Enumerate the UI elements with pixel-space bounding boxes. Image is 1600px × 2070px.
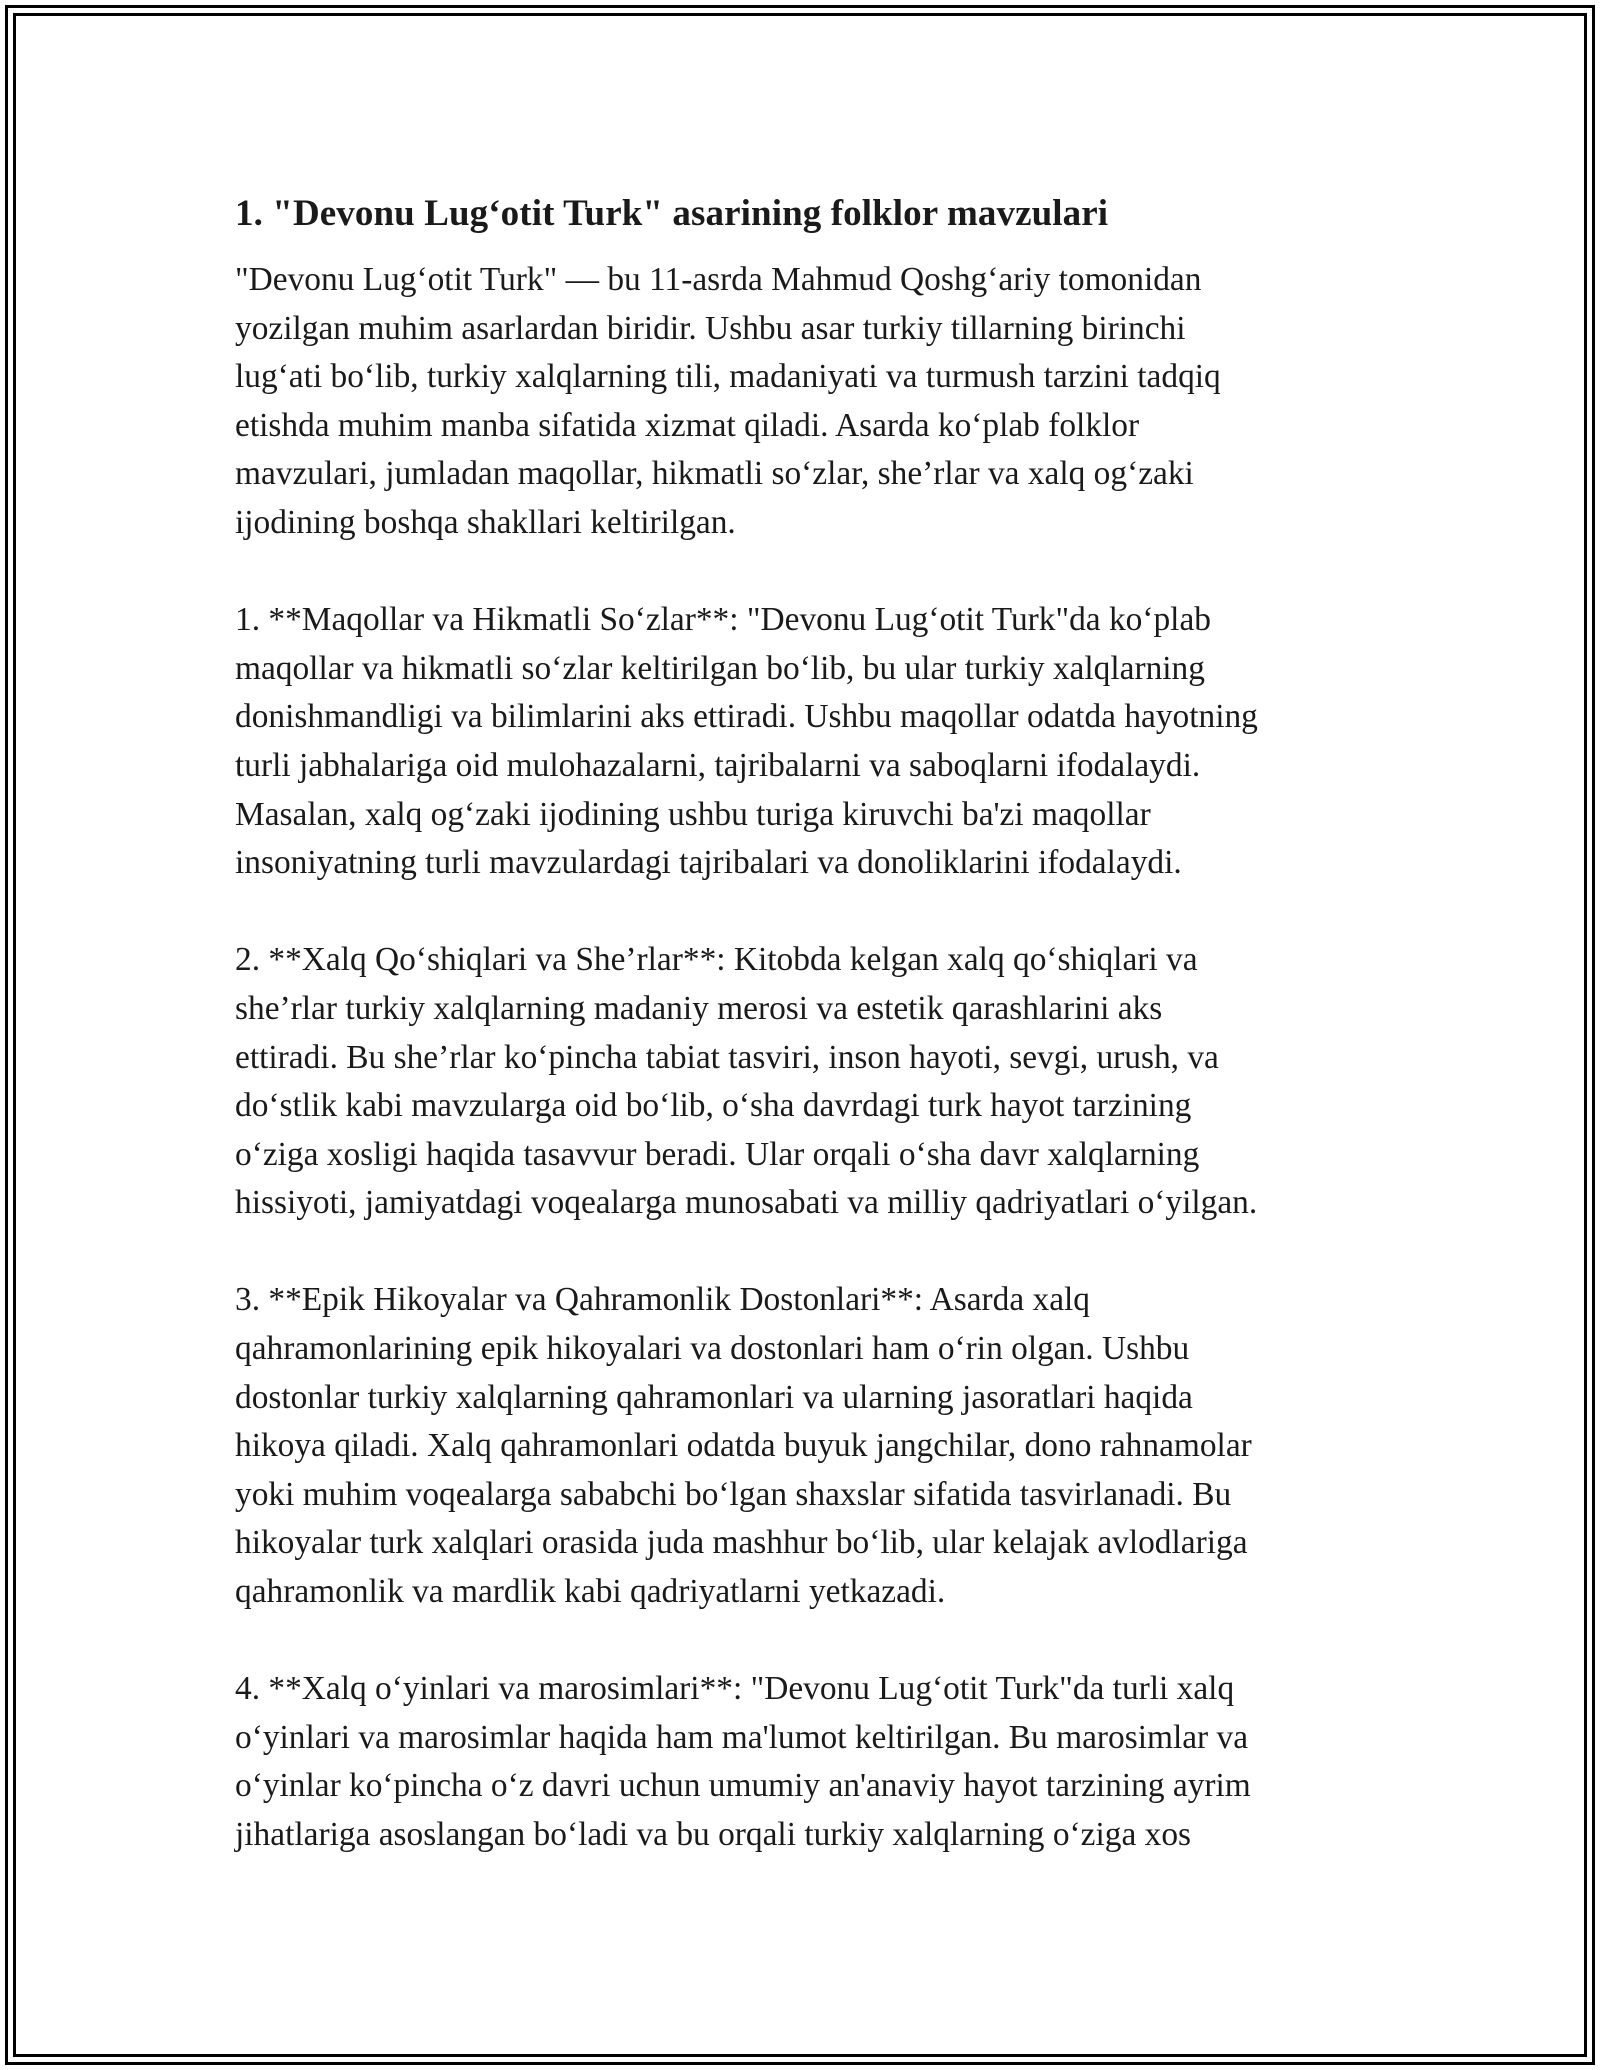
paragraph-line: etishda muhim manba sifatida xizmat qiladi. Asarda ko‘plab folklor <box>235 406 1140 444</box>
paragraph-line: mavzulari, jumladan maqollar, hikmatli so‘zlar, she’rlar va xalq og‘zaki <box>235 455 1194 493</box>
document-heading: 1. "Devonu Lug‘otit Turk" asarining folklor mavzulari <box>235 193 1109 234</box>
paragraph <box>235 596 1370 888</box>
paragraph <box>235 936 1370 1228</box>
paragraph-line: jihatlariga asoslangan bo‘ladi va bu orqali turkiy xalqlarning o‘ziga xos <box>235 1816 1192 1853</box>
paragraph-line: hikoya qiladi. Xalq qahramonlari odatda buyuk jangchilar, dono rahnamolar <box>235 1427 1252 1465</box>
paragraph <box>235 256 1370 548</box>
paragraph-line: ettiradi. Bu she’rlar ko‘pincha tabiat tasviri, inson hayoti, sevgi, urush, va <box>235 1038 1219 1076</box>
paragraph-list <box>235 256 1370 1860</box>
paragraph-line: o‘yinlar ko‘pincha o‘z davri uchun umumiy an'anaviy hayot tarzining ayrim <box>235 1767 1251 1805</box>
paragraph-line: 4. **Xalq o‘yinlari va marosimlari**: "Devonu Lug‘otit Turk"da turli xalq <box>235 1670 1235 1708</box>
paragraph-line: ijodining boshqa shakllari keltirilgan. <box>235 503 736 541</box>
paragraph-line: insoniyatning turli mavzulardagi tajribalari va donoliklarini ifodalaydi. <box>235 844 1182 882</box>
paragraph-line: qahramonlarining epik hikoyalari va dostonlari ham o‘rin olgan. Ushbu <box>235 1330 1190 1368</box>
paragraph-line: o‘yinlari va marosimlar haqida ham ma'lumot keltirilgan. Bu marosimlar va <box>235 1718 1249 1756</box>
paragraph-line: do‘stlik kabi mavzularga oid bo‘lib, o‘sha davrdagi turk hayot tarzining <box>235 1087 1192 1125</box>
paragraph-line: she’rlar turkiy xalqlarning madaniy merosi va estetik qarashlarini aks <box>235 989 1163 1027</box>
paragraph-line: turli jabhalariga oid mulohazalarni, tajribalarni va saboqlarni ifodalaydi. <box>235 746 1201 784</box>
paragraph-line: qahramonlik va mardlik kabi qadriyatlarni yetkazadi. <box>235 1573 946 1611</box>
paragraph-line: lug‘ati bo‘lib, turkiy xalqlarning tili, madaniyati va turmush tarzini tadqiq <box>235 358 1221 396</box>
paragraph-line: o‘ziga xosligi haqida tasavvur beradi. Ular orqali o‘sha davr xalqlarning <box>235 1135 1200 1173</box>
paragraph-line: dostonlar turkiy xalqlarning qahramonlari va ularning jasoratlari haqida <box>235 1378 1193 1416</box>
document-body <box>235 188 1370 1908</box>
paragraph-line: "Devonu Lug‘otit Turk" — bu 11-asrda Mahmud Qoshg‘ariy tomonidan <box>235 261 1202 298</box>
paragraph-line: donishmandligi va bilimlarini aks ettiradi. Ushbu maqollar odatda hayotning <box>235 698 1258 736</box>
paragraph-line: hissiyoti, jamiyatdagi voqealarga munosabati va milliy qadriyatlari o‘yilgan. <box>235 1184 1258 1222</box>
paragraph-line: 2. **Xalq Qo‘shiqlari va She’rlar**: Kitobda kelgan xalq qo‘shiqlari va <box>235 941 1198 979</box>
paragraph <box>235 1665 1370 1859</box>
paragraph-line: yozilgan muhim asarlardan biridir. Ushbu asar turkiy tillarning birinchi <box>235 309 1186 347</box>
paragraph-line: hikoyalar turk xalqlari orasida juda mashhur bo‘lib, ular kelajak avlodlariga <box>235 1524 1248 1562</box>
paragraph-line: Masalan, xalq og‘zaki ijodining ushbu turiga kiruvchi ba'zi maqollar <box>235 795 1151 833</box>
paragraph-line: yoki muhim voqealarga sababchi bo‘lgan shaxslar sifatida tasvirlanadi. Bu <box>235 1475 1232 1513</box>
paragraph <box>235 1276 1370 1616</box>
paragraph-line: 1. **Maqollar va Hikmatli So‘zlar**: "Devonu Lug‘otit Turk"da ko‘plab <box>235 601 1211 639</box>
paragraph-line: maqollar va hikmatli so‘zlar keltirilgan bo‘lib, bu ular turkiy xalqlarning <box>235 649 1205 687</box>
paragraph-line: 3. **Epik Hikoyalar va Qahramonlik Dostonlari**: Asarda xalq <box>235 1281 1090 1319</box>
